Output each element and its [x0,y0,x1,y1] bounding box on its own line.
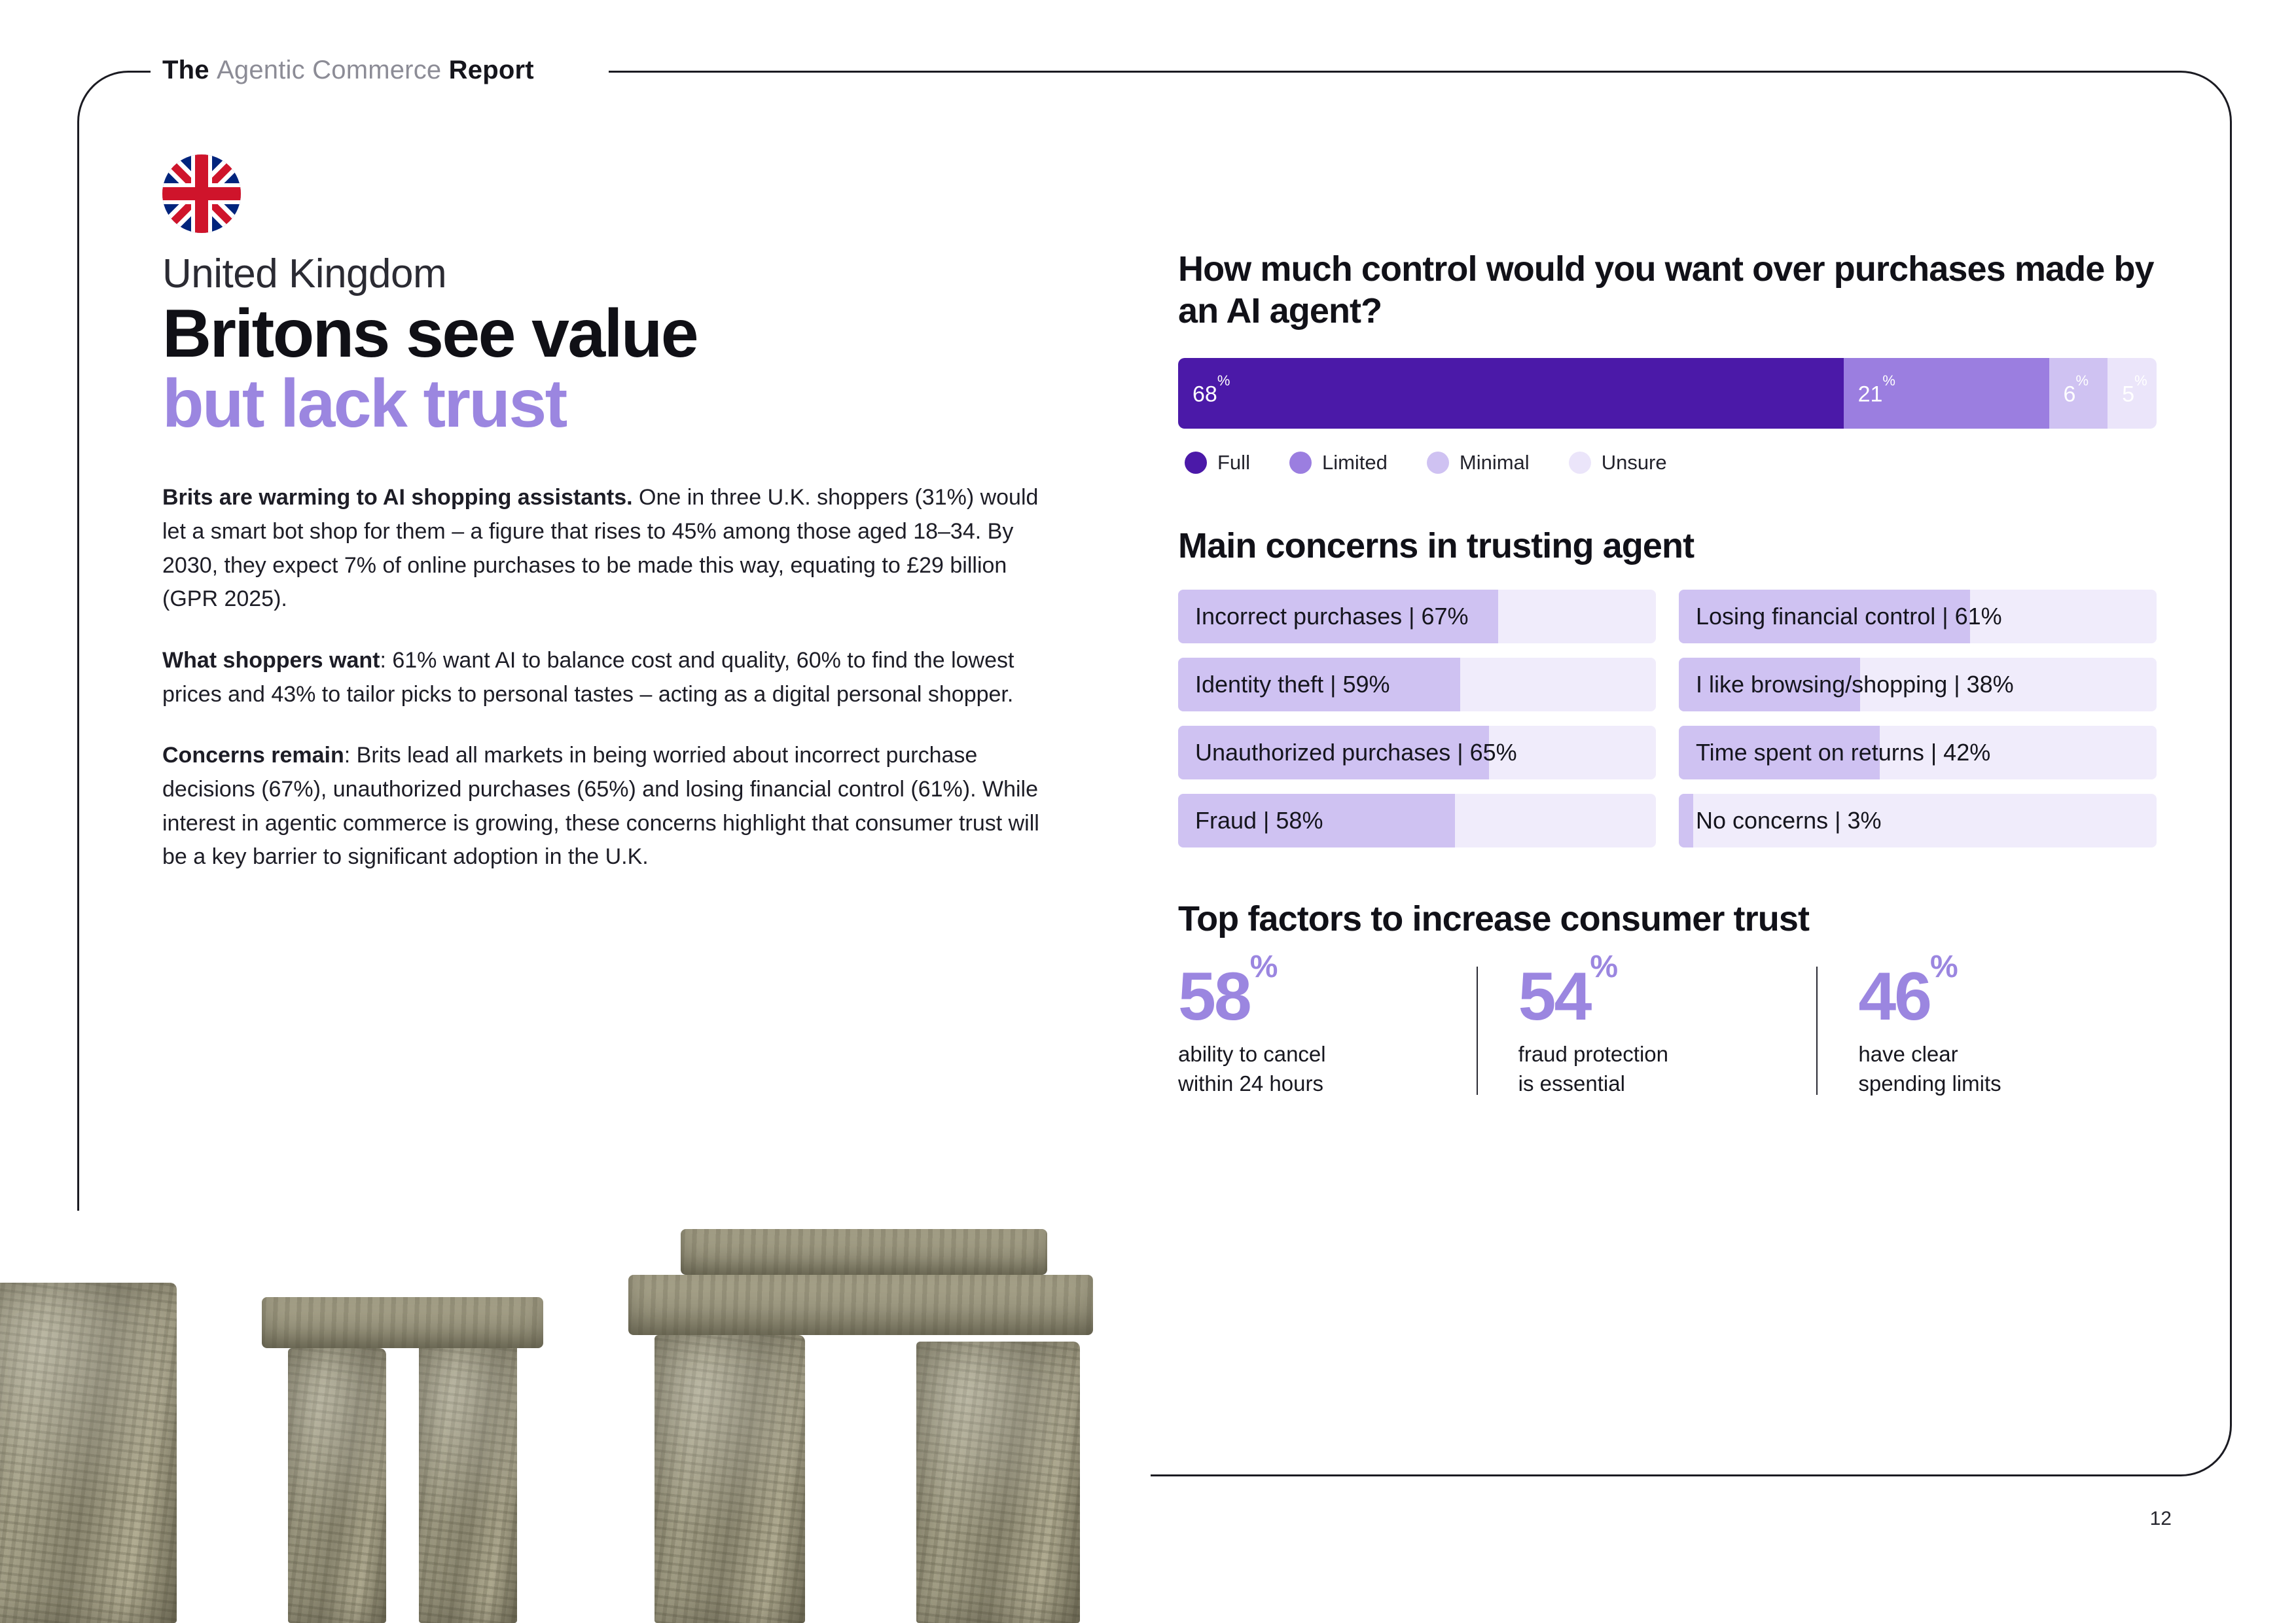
trust-factor-2-value: 54% [1518,950,1618,1035]
concerns-chart [1178,590,2157,847]
report-title-part2: Agentic Commerce [217,56,449,84]
body-copy [162,481,1049,874]
legend-item-full [1185,451,1250,474]
control-question-title: How much control would you want over purchases made by an AI agent? [1178,249,2154,330]
united-kingdom-flag-icon [162,154,241,233]
bar-segment-unsure-value: 5% [2122,372,2147,407]
concern-bar-label: Incorrect purchases | 67% [1195,603,1469,630]
legend-item-unsure [1569,451,1667,474]
headline-line-2: but lack trust [162,366,566,442]
legend-swatch-limited [1289,452,1312,474]
bar-segment-full [1178,358,1844,429]
concern-bar [1178,794,1656,847]
stone-block [916,1342,1080,1623]
legend-swatch-minimal [1427,452,1449,474]
concern-bar-label: No concerns | 3% [1696,807,1882,834]
page-headline [162,296,1079,442]
concern-bar-label: Identity theft | 59% [1195,671,1390,698]
report-title-part1: The [162,56,217,84]
trust-factor-1-value: 58% [1178,950,1278,1035]
legend-item-minimal [1427,451,1530,474]
trust-factor-3-desc: have clear spending limits [1858,1042,2001,1096]
bar-segment-unsure [2108,358,2157,429]
bar-segment-limited [1844,358,2049,429]
trust-factor-1 [1178,950,1477,1099]
trust-factor-2 [1477,950,1817,1099]
stone-lintel [681,1229,1047,1275]
legend-item-limited [1289,451,1388,474]
paragraph-1 [162,481,1049,616]
headline-line-1: Britons see value [162,296,698,372]
paragraph-2-lead: What shoppers want [162,648,380,673]
factors-section-title: Top factors to increase consumer trust [1178,899,1810,939]
concern-bar [1679,726,2157,779]
paragraph-1-rest: One in three U.K. shoppers (31%) would let a smart bot shop for them – a figure that rises to 45% among those aged 18–34. By 2030, they expect 7% of online purchases to be made this way, equating to £29 billion (GPR 2025). [162,485,1039,612]
concern-bar [1679,658,2157,711]
report-title-part3: Report [448,56,534,84]
concern-bar-label: Time spent on returns | 42% [1696,739,1991,766]
concerns-section-title: Main concerns in trusting agent [1178,526,1695,566]
legend-label-unsure: Unsure [1601,451,1667,474]
paragraph-3-rest: : Brits lead all markets in being worried about incorrect purchase decisions (67%), unauthorized purchases (65%) and losing financial control (61%). While interest in agentic commerce is growing, these concerns highlight that consumer trust will be a key barrier to significant adoption in the U.K. [162,743,1039,870]
trust-factor-2-desc: fraud protection is essential [1518,1042,1668,1096]
country-name: United Kingdom [162,251,447,296]
paragraph-1-lead: Brits are warming to AI shopping assistants. [162,485,633,510]
stone-block [419,1342,517,1623]
stone-lintel [628,1275,1093,1335]
trust-factor-3 [1816,950,2157,1099]
stone-block [288,1348,386,1623]
trust-factor-1-desc: ability to cancel within 24 hours [1178,1042,1326,1096]
concern-bar-label: Unauthorized purchases | 65% [1195,739,1517,766]
paragraph-3-lead: Concerns remain [162,743,344,768]
legend-label-full: Full [1217,451,1250,474]
page-number: 12 [2149,1508,2172,1529]
stone-block [0,1283,177,1623]
stone-lintel [262,1297,543,1348]
concern-bar [1178,726,1656,779]
legend-label-limited: Limited [1321,451,1388,474]
legend-swatch-full [1185,452,1207,474]
trust-factors [1178,950,2157,1099]
bar-segment-limited-value: 21% [1857,372,1895,407]
right-column [1178,249,2166,1099]
concern-bar-label: Losing financial control | 61% [1696,603,2002,630]
stonehenge-photo [0,1207,1152,1623]
legend-label-minimal: Minimal [1459,451,1530,474]
control-stacked-bar-chart [1178,358,2157,429]
legend-swatch-unsure [1569,452,1591,474]
left-column [162,154,1079,874]
concern-bar [1178,590,1656,643]
paragraph-2 [162,644,1049,711]
paragraph-2-rest: : 61% want AI to balance cost and quality, 60% to find the lowest prices and 43% to tailor picks to personal tastes – acting as a digital personal shopper. [162,648,1014,707]
chart-legend [1185,451,2166,474]
bar-segment-minimal-value: 6% [2063,372,2089,407]
concern-bar [1679,590,2157,643]
stone-block [655,1335,805,1623]
concern-bar [1679,794,2157,847]
trust-factor-3-value: 46% [1858,950,1958,1035]
report-title [162,56,534,85]
bar-segment-full-value: 68% [1193,372,1230,407]
concern-bar-label: I like browsing/shopping | 38% [1696,671,2014,698]
bar-segment-minimal [2049,358,2108,429]
concern-bar [1178,658,1656,711]
concern-bar-label: Fraud | 58% [1195,807,1323,834]
paragraph-3 [162,739,1049,874]
